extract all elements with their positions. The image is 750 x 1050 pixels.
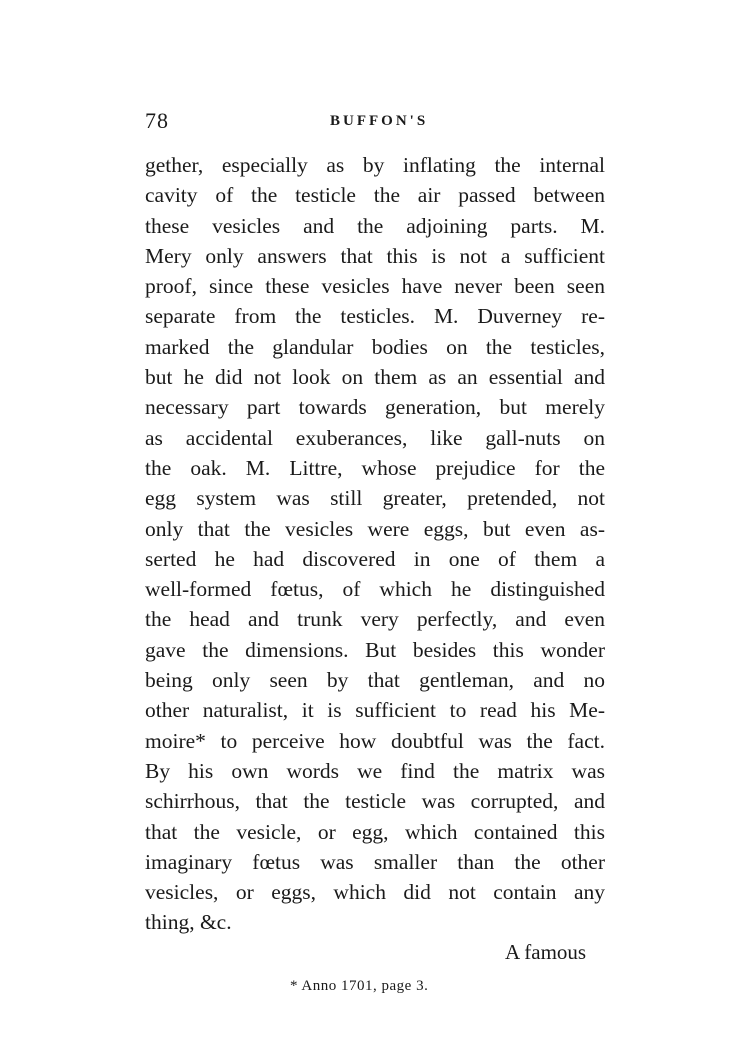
- text-line: other naturalist, it is sufficient to read his Me-: [145, 698, 605, 723]
- text-line: as accidental exuberances, like gall-nuts on: [145, 425, 605, 450]
- text-line: gether, especially as by inflating the internal: [145, 153, 605, 177]
- text-line: thing, &c.: [145, 910, 232, 935]
- text-line: only that the vesicles were eggs, but even as-: [145, 516, 605, 541]
- body-text: [145, 150, 605, 938]
- page-number: 78: [145, 108, 169, 133]
- text-line: gave the dimensions. But besides this wonder: [145, 637, 605, 662]
- text-line: the oak. M. Littre, whose prejudice for the: [145, 455, 605, 480]
- text-line: schirrhous, that the testicle was corrupted, and: [145, 789, 605, 814]
- footnote: * Anno 1701, page 3.: [290, 978, 429, 994]
- text-line: marked the glandular bodies on the testicles,: [145, 334, 605, 359]
- text-line: these vesicles and the adjoining parts. M.: [145, 213, 605, 238]
- text-line: proof, since these vesicles have never been seen: [145, 274, 605, 299]
- text-line: Mery only answers that this is not a sufficient: [145, 243, 605, 268]
- text-line: that the vesicle, or egg, which contained this: [145, 819, 605, 844]
- text-line: necessary part towards generation, but merely: [145, 395, 605, 420]
- text-line: imaginary fœtus was smaller than the other: [145, 849, 605, 874]
- text-line: but he did not look on them as an essential and: [145, 365, 605, 390]
- running-head: BUFFON'S: [330, 113, 429, 129]
- text-line: serted he had discovered in one of them a: [145, 546, 605, 571]
- text-line: moire* to perceive how doubtful was the fact.: [145, 728, 605, 753]
- text-line: egg system was still greater, pretended, not: [145, 486, 605, 511]
- text-line: vesicles, or eggs, which did not contain any: [145, 880, 605, 905]
- text-line: well-formed fœtus, of which he distinguished: [145, 577, 605, 602]
- text-line: cavity of the testicle the air passed between: [145, 183, 605, 208]
- text-line: the head and trunk very perfectly, and even: [145, 607, 605, 632]
- catchword: A famous: [505, 940, 587, 964]
- text-line: separate from the testicles. M. Duverney re-: [145, 304, 605, 329]
- text-line: By his own words we find the matrix was: [145, 758, 605, 783]
- page-header: [145, 108, 605, 138]
- text-line: being only seen by that gentleman, and no: [145, 668, 605, 693]
